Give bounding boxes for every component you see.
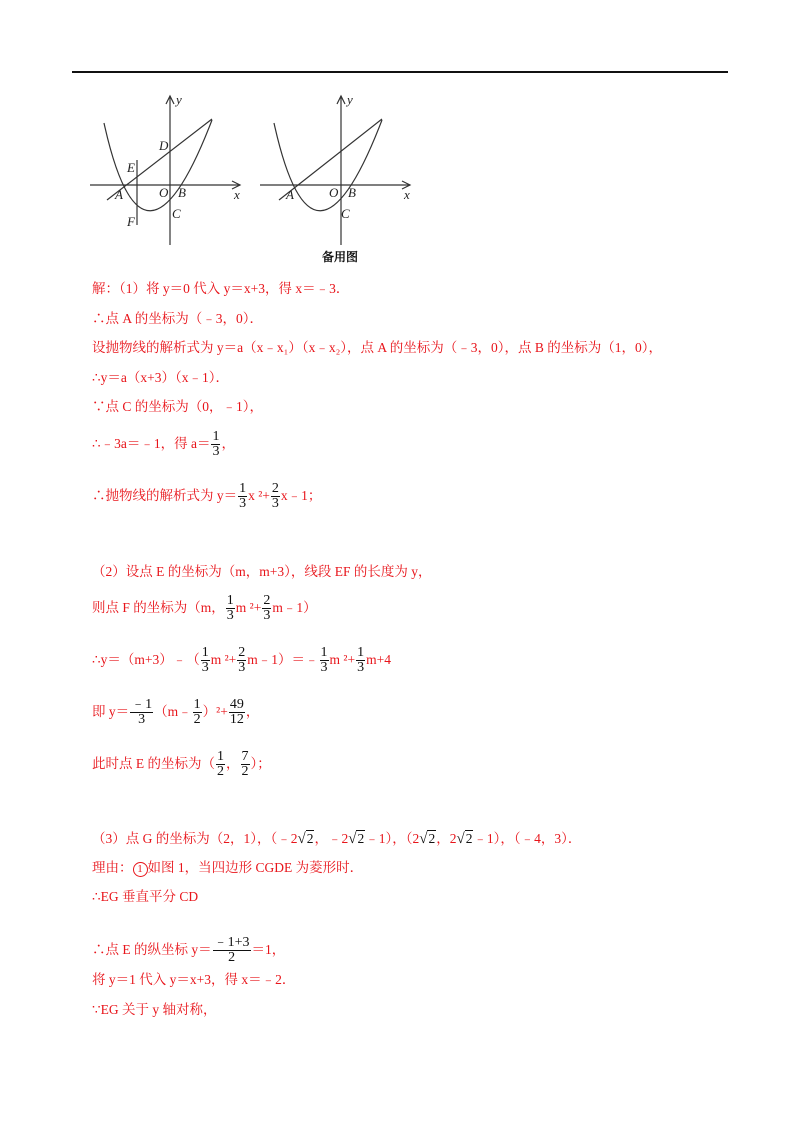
solution-line-13: （3）点 G 的坐标为（2，1），（﹣2√2，﹣2√2﹣1），（2√2，2√2﹣1），（﹣4，3）．: [92, 831, 582, 847]
figure-caption: 备用图: [322, 250, 359, 264]
fraction: $\frac{1}{3}$: [357, 645, 365, 675]
solution-line-10: ∴y＝（m+3）﹣（ $\frac{1}{3}$ m ²+ $\frac{2}{3}$ m﹣1）＝﹣ $\frac{1}{3}$ m ²+ $\frac{1}{3}$ m+4: [92, 645, 391, 675]
sqrt: √2: [456, 831, 473, 847]
label-c-2: C: [341, 206, 350, 221]
label-b-2: B: [348, 185, 356, 200]
fraction: $\frac{7}{2}$: [241, 749, 249, 779]
solution-line-18: ∵EG 关于 y 轴对称，: [92, 1002, 217, 1017]
label-y-2: y: [347, 92, 353, 107]
solution-line-15: ∴EG 垂直平分 CD: [92, 889, 199, 904]
label-x-2: x: [404, 187, 410, 202]
fraction: $\frac{﹣1}{3}$: [131, 697, 153, 727]
solution-line-16: ∴点 E 的纵坐标 y＝ $\frac{﹣1+3}{2}$ ＝1，: [92, 935, 286, 965]
figure-2: [260, 96, 410, 245]
label-d: D: [159, 138, 169, 153]
solution-line-12: 此时点 E 的坐标为（ $\frac{1}{2}$ ， $\frac{7}{2}$ ）；: [92, 749, 271, 779]
solution-line-4: ∴y＝a（x+3）（x﹣1）．: [92, 370, 229, 385]
fraction: $\frac{1}{3}$: [212, 429, 220, 459]
solution-line-17: 将 y＝1 代入 y＝x+3，得 x＝﹣2．: [92, 972, 296, 987]
sqrt: √2: [419, 831, 436, 847]
fraction: $\frac{49}{12}$: [229, 697, 244, 727]
fraction: $\frac{1}{3}$: [320, 645, 328, 675]
label-e: E: [127, 160, 135, 175]
solution-line-8: （2）设点 E 的坐标为（m，m+3），线段 EF 的长度为 y，: [92, 564, 432, 579]
solution-line-5: ∵点 C 的坐标为（0，﹣1），: [92, 399, 264, 414]
fraction: $\frac{1}{3}$: [201, 645, 209, 675]
fraction: $\frac{2}{3}$: [238, 645, 246, 675]
fraction: $\frac{1}{2}$: [193, 697, 201, 727]
solution-line-14: 理由： 1 如图 1，当四边形 CGDE 为菱形时．: [92, 860, 364, 875]
solution-line-1: 解：（1）将 y＝0 代入 y＝x+3，得 x＝﹣3．: [92, 281, 350, 296]
fraction: $\frac{﹣1+3}{2}$: [213, 935, 250, 965]
solution-line-9: 则点 F 的坐标为（m， $\frac{1}{3}$ m ²+ $\frac{2}{3}$ m﹣1）: [92, 593, 317, 623]
label-a-2: A: [286, 187, 294, 202]
label-o-2: O: [329, 185, 339, 200]
sqrt: √2: [297, 831, 314, 847]
label-x: x: [234, 187, 240, 202]
fraction: $\frac{1}{2}$: [217, 749, 224, 779]
label-c: C: [172, 206, 181, 221]
solution-line-2: ∴点 A 的坐标为（﹣3，0）．: [92, 311, 264, 326]
label-a: A: [115, 187, 123, 202]
label-f: F: [127, 214, 135, 229]
fraction: $\frac{1}{3}$: [239, 481, 247, 511]
solution-line-6: ∴﹣3a＝﹣1，得 a＝ $\frac{1}{3}$ ，: [92, 429, 235, 459]
solution-line-7: ∴抛物线的解析式为 y＝ $\frac{1}{3}$ x ²+ $\frac{2}{3}$ x﹣1；: [92, 481, 322, 511]
fraction: $\frac{1}{3}$: [226, 593, 234, 623]
circled-number: 1: [133, 862, 148, 877]
fraction: $\frac{2}{3}$: [263, 593, 271, 623]
sqrt: √2: [348, 831, 365, 847]
solution-line-11: 即 y＝ $\frac{﹣1}{3}$ （m﹣ $\frac{1}{2}$ ）²+ $\frac{49}{12}$ ，: [92, 697, 260, 727]
label-b: B: [178, 185, 186, 200]
figure-1: [90, 96, 240, 245]
label-y: y: [176, 92, 182, 107]
label-o: O: [159, 185, 169, 200]
solution-line-3: 设抛物线的解析式为 y＝a（x﹣x₁）（x﹣x₂），点 A 的坐标为（﹣3，0），点 B 的坐标为（1，0），: [92, 340, 663, 355]
fraction: $\frac{2}{3}$: [271, 481, 279, 511]
parabola-figures: [0, 0, 800, 270]
